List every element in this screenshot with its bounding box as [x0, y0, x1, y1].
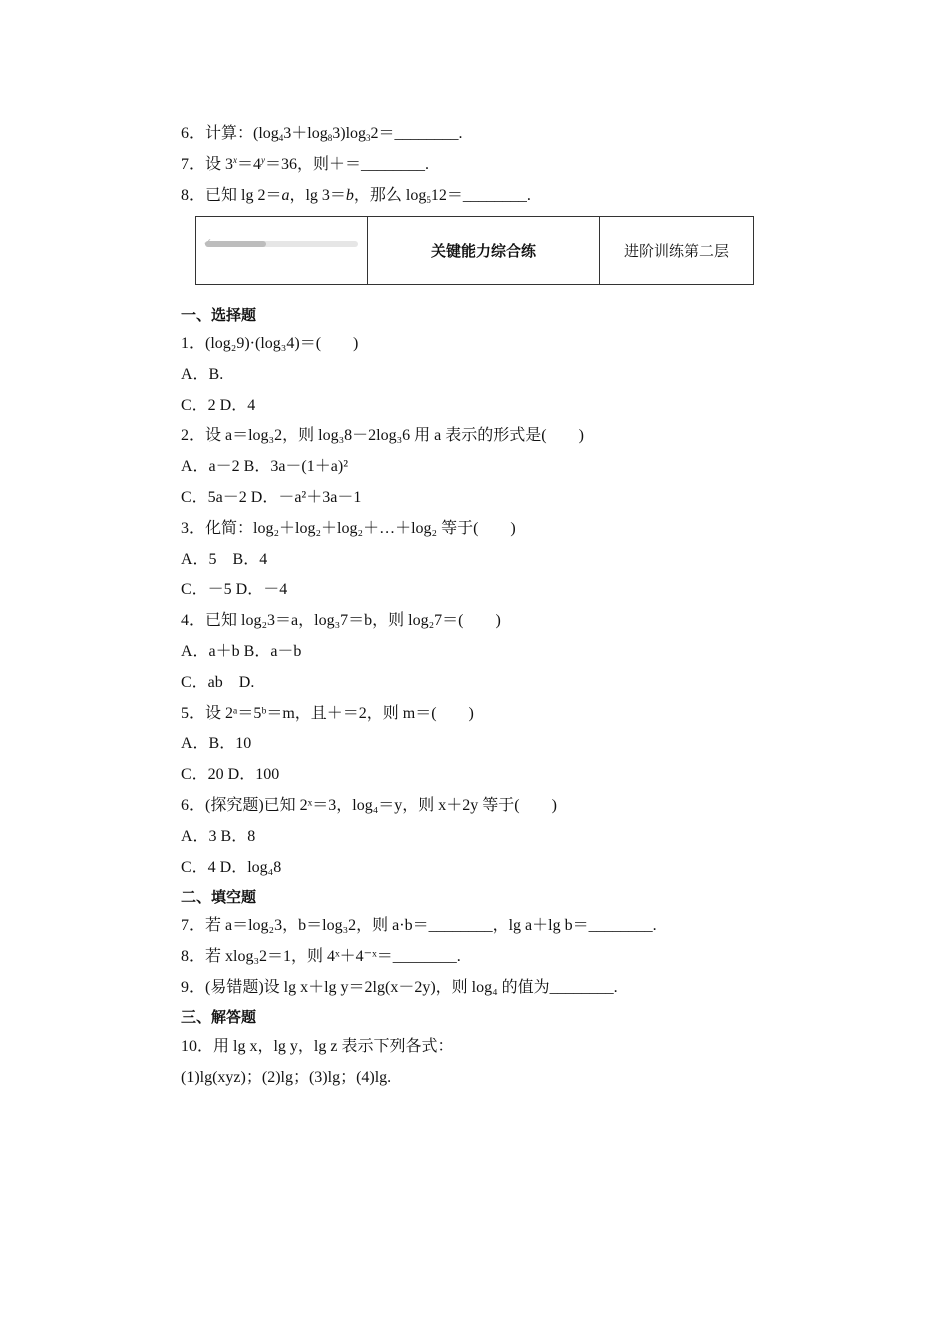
- q6-text: 6．计算：(log: [181, 125, 279, 142]
- q8-pre: 8．已知 lg 2＝: [181, 187, 282, 204]
- question-line: 7．若 a＝log₂3，b＝log₃2，则 a·b＝________，lg a＋lg b＝________.: [181, 917, 657, 934]
- q7-sup-x: x: [233, 155, 238, 165]
- q6-sub-a: 4: [278, 133, 284, 143]
- option-line: A．B.: [181, 366, 224, 383]
- q6-text-f: 2＝________.: [370, 125, 463, 142]
- option-line: C．－5 D．－4: [181, 581, 288, 598]
- banner-title: 关键能力综合练: [368, 217, 600, 284]
- option-line: C．20 D．100: [181, 766, 280, 783]
- question-line: 9．(易错题)设 lg x＋lg y＝2lg(x－2y)，则 log₄ 的值为________.: [181, 979, 618, 996]
- q8-mid2: ，那么 log: [353, 187, 427, 204]
- option-line: A．3 B．8: [181, 828, 256, 845]
- option-line: C．4 D．log₄8: [181, 859, 282, 876]
- q8-sub: 5: [426, 195, 431, 205]
- q7-eq: ＝4: [237, 156, 262, 173]
- q8-mid: ，lg 3＝: [289, 187, 346, 204]
- option-line: C．2 D．4: [181, 397, 256, 414]
- option-line: C．5a－2 D．－a²＋3a－1: [181, 489, 362, 506]
- q6-text-d: 3)log: [332, 125, 367, 142]
- check-icon: ✓: [203, 236, 213, 249]
- question-line: 8．若 xlog₃2＝1，则 4ˣ＋4⁻ˣ＝________.: [181, 948, 461, 965]
- question-line: 2．设 a＝log₃2，则 log₃8－2log₃6 用 a 表示的形式是( ): [181, 427, 584, 444]
- question-line: 10．用 lg x，lg y，lg z 表示下列各式：: [181, 1038, 454, 1055]
- q6-text-b: 3＋log: [283, 125, 328, 142]
- q8-rest: 12＝________.: [430, 187, 531, 204]
- option-line: A．B．10: [181, 735, 252, 752]
- q7-rest: ＝36，则＋＝________.: [265, 156, 430, 173]
- question-8-known: [181, 186, 531, 207]
- question-line: 6．(探究题)已知 2ˣ＝3，log₄＝y，则 x＋2y 等于( ): [181, 797, 557, 814]
- section-heading-fill: 二、填空题: [181, 888, 257, 906]
- section-heading-answer: 三、解答题: [181, 1008, 257, 1026]
- question-line: 1．(log₂9)·(log₃4)＝( ): [181, 335, 359, 352]
- option-line: A．5 B．4: [181, 551, 268, 568]
- option-line: C．ab D.: [181, 674, 255, 691]
- question-6-compute: [181, 124, 463, 145]
- option-line: A．a＋b B．a－b: [181, 643, 302, 660]
- q8-a: a: [281, 187, 290, 204]
- question-line: (1)lg(xyz)；(2)lg；(3)lg；(4)lg.: [181, 1069, 392, 1086]
- q7-text: 7．设 3: [181, 156, 234, 173]
- section-heading-choice: 一、选择题: [181, 306, 257, 324]
- q8-b: b: [345, 187, 354, 204]
- question-7-set: [181, 155, 429, 176]
- q6-sub-e: 3: [366, 133, 371, 143]
- question-line: 3．化简：log₂＋log₂＋log₂＋…＋log₂ 等于( ): [181, 520, 516, 537]
- question-line: 4．已知 log₂3＝a，log₃7＝b，则 log₂7＝( ): [181, 612, 501, 629]
- section-banner: [195, 216, 754, 285]
- progress-fill: [205, 241, 266, 247]
- option-line: A．a－2 B．3a－(1＋a)²: [181, 458, 348, 475]
- banner-level: 进阶训练第二层: [623, 242, 729, 260]
- q7-sup-y: y: [261, 155, 266, 165]
- q6-sub-c: 8: [327, 133, 333, 143]
- question-line: 5．设 2ᵃ＝5ᵇ＝m，且＋＝2，则 m＝( ): [181, 705, 474, 722]
- banner-progress-cell: [196, 217, 368, 284]
- progress-bar: [205, 241, 358, 247]
